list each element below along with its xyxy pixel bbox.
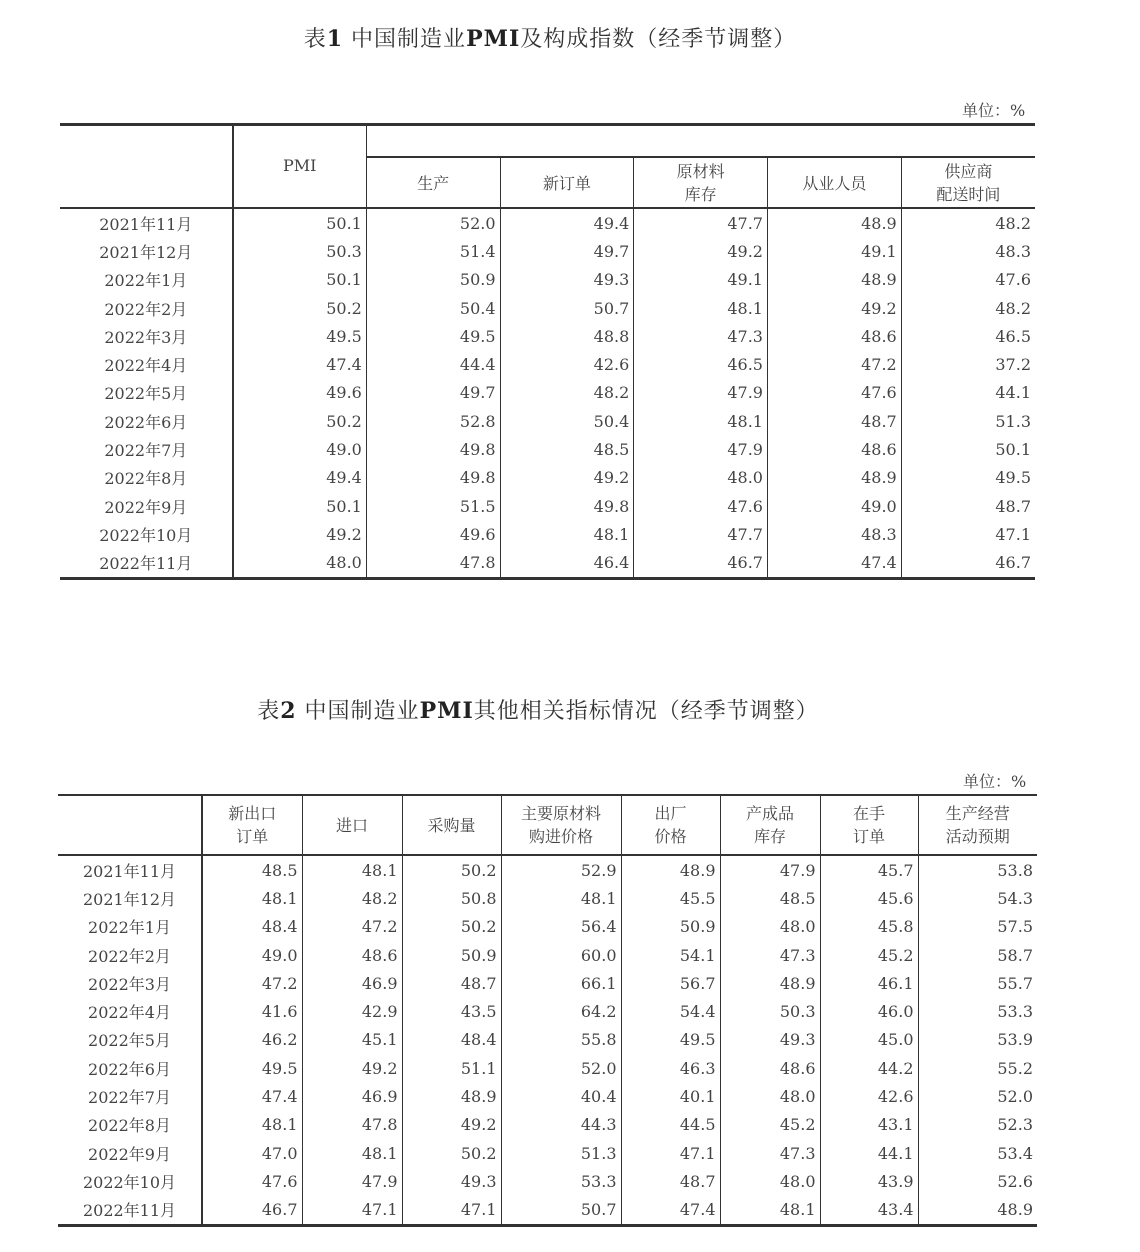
- cell-value: 48.7: [621, 1167, 720, 1195]
- cell-value: 48.0: [720, 913, 820, 941]
- cell-value: 41.6: [202, 997, 302, 1025]
- table1-header-production: 生产: [366, 157, 500, 208]
- cell-value: 52.0: [366, 208, 500, 237]
- cell-value: 44.5: [621, 1111, 720, 1139]
- table-row: [58, 941, 1037, 969]
- table2-header-cell: [820, 795, 918, 855]
- cell-value: 46.4: [500, 549, 634, 579]
- table1-header-pmi: PMI: [233, 125, 367, 209]
- cell-value: 58.7: [918, 941, 1037, 969]
- cell-value: 48.6: [767, 435, 901, 463]
- cell-value: 49.2: [302, 1054, 402, 1082]
- table-row: [60, 407, 1035, 435]
- row-month: 2021年12月: [82, 889, 177, 909]
- row-month: 2022年9月: [104, 497, 188, 517]
- table2-title: 表2 中国制造业PMI其他相关指标情况（经季节调整）: [257, 698, 819, 724]
- cell-value: 53.4: [918, 1139, 1037, 1167]
- cell-value: 49.0: [767, 492, 901, 520]
- row-month: 2022年7月: [88, 1088, 171, 1108]
- cell-value: 47.6: [901, 266, 1035, 294]
- cell-value: 48.1: [634, 294, 768, 322]
- cell-value: 49.3: [720, 1026, 820, 1054]
- cell-value: 55.8: [501, 1026, 621, 1054]
- cell-value: 48.3: [767, 520, 901, 548]
- table-row: [60, 492, 1035, 520]
- cell-value: 56.4: [501, 913, 621, 941]
- table2-body: [58, 855, 1037, 1225]
- cell-value: 49.0: [202, 941, 302, 969]
- cell-value: 48.0: [720, 1167, 820, 1195]
- row-month: 2022年10月: [99, 525, 193, 545]
- cell-value: 46.7: [901, 549, 1035, 579]
- cell-value: 46.9: [302, 1082, 402, 1110]
- cell-value: 48.6: [302, 941, 402, 969]
- cell-value: 48.6: [767, 322, 901, 350]
- cell-value: 50.9: [621, 913, 720, 941]
- row-month: 2022年9月: [88, 1144, 171, 1164]
- cell-value: 50.9: [402, 941, 501, 969]
- cell-value: 47.4: [202, 1082, 302, 1110]
- table1-unit: 单位：%: [962, 101, 1026, 120]
- cell-value: 53.8: [918, 855, 1037, 884]
- row-month: 2021年11月: [99, 214, 193, 234]
- cell-value: 52.3: [918, 1111, 1037, 1139]
- table-row: [58, 884, 1037, 912]
- row-month: 2022年1月: [104, 271, 188, 291]
- cell-value: 51.5: [366, 492, 500, 520]
- cell-value: 51.4: [366, 237, 500, 265]
- cell-value: 49.6: [366, 520, 500, 548]
- cell-value: 48.1: [202, 884, 302, 912]
- table1-corner-cell: [60, 125, 233, 209]
- cell-value: 40.4: [501, 1082, 621, 1110]
- cell-value: 48.8: [500, 322, 634, 350]
- table2-header-cell: [202, 795, 302, 855]
- cell-value: 50.1: [233, 492, 367, 520]
- cell-value: 46.3: [621, 1054, 720, 1082]
- cell-value: 42.6: [500, 350, 634, 378]
- cell-value: 47.9: [302, 1167, 402, 1195]
- table2-header-cell: [302, 795, 402, 855]
- table-row: [60, 549, 1035, 579]
- table-row: [58, 855, 1037, 884]
- cell-value: 49.2: [767, 294, 901, 322]
- header-line-2: 活动预期: [945, 827, 1010, 846]
- cell-value: 48.4: [202, 913, 302, 941]
- cell-value: 64.2: [501, 997, 621, 1025]
- cell-value: 47.1: [302, 1196, 402, 1226]
- cell-value: 50.7: [500, 294, 634, 322]
- cell-value: 47.2: [767, 350, 901, 378]
- row-month: 2022年7月: [104, 441, 188, 461]
- cell-value: 49.3: [402, 1167, 501, 1195]
- cell-value: 49.1: [634, 266, 768, 294]
- cell-value: 47.3: [720, 941, 820, 969]
- cell-value: 48.1: [500, 520, 634, 548]
- cell-value: 49.5: [233, 322, 367, 350]
- table-row: [60, 435, 1035, 463]
- cell-value: 43.1: [820, 1111, 918, 1139]
- table-row: [60, 266, 1035, 294]
- cell-value: 46.1: [820, 969, 918, 997]
- header-line-1: 进口: [335, 815, 368, 835]
- cell-value: 48.5: [202, 855, 302, 884]
- cell-value: 48.3: [901, 237, 1035, 265]
- table-row: [60, 520, 1035, 548]
- cell-value: 48.2: [901, 208, 1035, 237]
- cell-value: 46.2: [202, 1026, 302, 1054]
- cell-value: 48.6: [720, 1054, 820, 1082]
- cell-value: 48.4: [402, 1026, 501, 1054]
- cell-value: 49.8: [500, 492, 634, 520]
- cell-value: 48.9: [720, 969, 820, 997]
- cell-value: 48.0: [720, 1082, 820, 1110]
- cell-value: 40.1: [621, 1082, 720, 1110]
- cell-value: 50.4: [500, 407, 634, 435]
- cell-value: 49.4: [500, 208, 634, 237]
- cell-value: 49.8: [366, 435, 500, 463]
- table-row: [60, 237, 1035, 265]
- cell-value: 48.9: [918, 1196, 1037, 1226]
- cell-value: 44.3: [501, 1111, 621, 1139]
- cell-value: 47.2: [302, 913, 402, 941]
- cell-value: 47.9: [634, 435, 768, 463]
- header-line-1: 出厂: [654, 804, 687, 823]
- header-line-1: 供应商: [944, 161, 993, 181]
- cell-value: 51.3: [901, 407, 1035, 435]
- cell-value: 43.4: [820, 1196, 918, 1226]
- cell-value: 48.7: [402, 969, 501, 997]
- cell-value: 49.4: [233, 464, 367, 492]
- cell-value: 48.2: [302, 884, 402, 912]
- cell-value: 48.9: [402, 1082, 501, 1110]
- table-row: [58, 969, 1037, 997]
- cell-value: 50.4: [366, 294, 500, 322]
- header-line-1: 生产经营: [945, 804, 1010, 823]
- cell-value: 48.1: [202, 1111, 302, 1139]
- table-row: [58, 1082, 1037, 1110]
- cell-value: 50.3: [720, 997, 820, 1025]
- cell-value: 49.5: [621, 1026, 720, 1054]
- row-month: 2022年4月: [104, 356, 188, 376]
- row-month: 2022年8月: [88, 1116, 171, 1136]
- cell-value: 50.3: [233, 237, 367, 265]
- cell-value: 48.2: [901, 294, 1035, 322]
- row-month: 2021年11月: [82, 861, 177, 881]
- table-row: [60, 294, 1035, 322]
- cell-value: 49.7: [500, 237, 634, 265]
- table-row: [58, 1026, 1037, 1054]
- cell-value: 48.9: [767, 266, 901, 294]
- cell-value: 49.5: [366, 322, 500, 350]
- row-month: 2022年8月: [104, 469, 188, 489]
- cell-value: 43.5: [402, 997, 501, 1025]
- table2-corner-cell: [58, 795, 202, 855]
- row-month: 2022年2月: [104, 299, 188, 319]
- cell-value: 52.9: [501, 855, 621, 884]
- header-line-1: 采购量: [427, 815, 476, 835]
- cell-value: 50.1: [901, 435, 1035, 463]
- cell-value: 45.2: [820, 941, 918, 969]
- table-row: [58, 1054, 1037, 1082]
- row-month: 2022年11月: [82, 1201, 177, 1221]
- cell-value: 47.4: [621, 1196, 720, 1226]
- row-month: 2022年4月: [88, 1003, 171, 1023]
- cell-value: 49.2: [402, 1111, 501, 1139]
- table-row: [58, 997, 1037, 1025]
- cell-value: 48.7: [767, 407, 901, 435]
- cell-value: 47.7: [634, 208, 768, 237]
- cell-value: 50.2: [402, 1139, 501, 1167]
- cell-value: 48.9: [767, 464, 901, 492]
- cell-value: 52.6: [918, 1167, 1037, 1195]
- cell-value: 50.2: [233, 407, 367, 435]
- cell-value: 49.3: [500, 266, 634, 294]
- header-line-2: 库存: [753, 827, 786, 846]
- cell-value: 50.1: [233, 266, 367, 294]
- cell-value: 47.2: [202, 969, 302, 997]
- table2-header-cell: [621, 795, 720, 855]
- cell-value: 50.9: [366, 266, 500, 294]
- table1-pmi-components: [60, 123, 1035, 580]
- cell-value: 45.1: [302, 1026, 402, 1054]
- table1-header-employees: 从业人员: [767, 157, 901, 208]
- cell-value: 48.1: [302, 1139, 402, 1167]
- header-line-2: 订单: [852, 827, 885, 846]
- cell-value: 55.2: [918, 1054, 1037, 1082]
- cell-value: 47.9: [720, 855, 820, 884]
- header-line-2: 配送时间: [936, 184, 1001, 204]
- cell-value: 49.2: [233, 520, 367, 548]
- table-row: [60, 464, 1035, 492]
- cell-value: 54.1: [621, 941, 720, 969]
- table-row: [60, 379, 1035, 407]
- table-row: [60, 350, 1035, 378]
- cell-value: 45.6: [820, 884, 918, 912]
- cell-value: 47.1: [621, 1139, 720, 1167]
- cell-value: 49.6: [233, 379, 367, 407]
- cell-value: 42.9: [302, 997, 402, 1025]
- cell-value: 43.9: [820, 1167, 918, 1195]
- cell-value: 48.5: [720, 884, 820, 912]
- table1-body: [60, 208, 1035, 578]
- cell-value: 60.0: [501, 941, 621, 969]
- cell-value: 53.3: [918, 997, 1037, 1025]
- cell-value: 44.1: [820, 1139, 918, 1167]
- cell-value: 47.6: [767, 379, 901, 407]
- cell-value: 54.4: [621, 997, 720, 1025]
- cell-value: 47.7: [634, 520, 768, 548]
- cell-value: 66.1: [501, 969, 621, 997]
- cell-value: 47.3: [634, 322, 768, 350]
- row-month: 2022年3月: [88, 974, 171, 994]
- row-month: 2022年11月: [99, 554, 193, 574]
- cell-value: 49.8: [366, 464, 500, 492]
- cell-value: 48.1: [302, 855, 402, 884]
- cell-value: 48.1: [501, 884, 621, 912]
- table1-header-new-orders: 新订单: [500, 157, 634, 208]
- header-line-2: 购进价格: [528, 827, 593, 846]
- row-month: 2021年12月: [99, 242, 193, 262]
- row-month: 2022年3月: [104, 327, 188, 347]
- cell-value: 50.1: [233, 208, 367, 237]
- cell-value: 57.5: [918, 913, 1037, 941]
- cell-value: 49.2: [500, 464, 634, 492]
- cell-value: 46.7: [634, 549, 768, 579]
- cell-value: 46.5: [901, 322, 1035, 350]
- cell-value: 47.4: [767, 549, 901, 579]
- table1-title: 表1 中国制造业PMI及构成指数（经季节调整）: [303, 26, 797, 52]
- cell-value: 48.9: [621, 855, 720, 884]
- row-month: 2022年5月: [104, 384, 188, 404]
- cell-value: 54.3: [918, 884, 1037, 912]
- cell-value: 46.5: [634, 350, 768, 378]
- header-line-2: 价格: [654, 827, 687, 846]
- cell-value: 47.1: [901, 520, 1035, 548]
- header-line-2: 库存: [684, 184, 717, 204]
- cell-value: 55.7: [918, 969, 1037, 997]
- cell-value: 44.1: [901, 379, 1035, 407]
- cell-value: 50.7: [501, 1196, 621, 1226]
- cell-value: 44.4: [366, 350, 500, 378]
- table-row: [58, 1139, 1037, 1167]
- cell-value: 48.9: [767, 208, 901, 237]
- cell-value: 53.3: [501, 1167, 621, 1195]
- row-month: 2022年6月: [88, 1059, 171, 1079]
- table2-header-cell: [918, 795, 1037, 855]
- cell-value: 48.0: [634, 464, 768, 492]
- cell-value: 49.5: [202, 1054, 302, 1082]
- cell-value: 47.3: [720, 1139, 820, 1167]
- cell-value: 47.8: [366, 549, 500, 579]
- cell-value: 47.6: [634, 492, 768, 520]
- cell-value: 48.1: [720, 1196, 820, 1226]
- row-month: 2022年10月: [82, 1172, 177, 1192]
- cell-value: 47.8: [302, 1111, 402, 1139]
- table2-header-cell: [501, 795, 621, 855]
- cell-value: 49.7: [366, 379, 500, 407]
- table2-header-cell: [720, 795, 820, 855]
- cell-value: 52.8: [366, 407, 500, 435]
- header-line-1: 原材料: [676, 161, 725, 181]
- cell-value: 46.0: [820, 997, 918, 1025]
- table1-header-spacer: [366, 125, 1035, 158]
- table-row: [58, 1111, 1037, 1139]
- cell-value: 46.7: [202, 1196, 302, 1226]
- cell-value: 48.7: [901, 492, 1035, 520]
- table2-other-indicators: [58, 794, 1037, 1227]
- cell-value: 56.7: [621, 969, 720, 997]
- cell-value: 49.1: [767, 237, 901, 265]
- table-row: [60, 208, 1035, 237]
- row-month: 2022年1月: [88, 918, 171, 938]
- table2-header-cell: [402, 795, 501, 855]
- row-month: 2022年2月: [88, 946, 171, 966]
- cell-value: 50.2: [402, 855, 501, 884]
- cell-value: 47.1: [402, 1196, 501, 1226]
- row-month: 2022年6月: [104, 412, 188, 432]
- cell-value: 49.0: [233, 435, 367, 463]
- cell-value: 48.0: [233, 549, 367, 579]
- table-row: [58, 913, 1037, 941]
- header-line-2: 订单: [236, 827, 269, 846]
- cell-value: 50.2: [233, 294, 367, 322]
- table-row: [60, 322, 1035, 350]
- cell-value: 45.8: [820, 913, 918, 941]
- cell-value: 51.1: [402, 1054, 501, 1082]
- cell-value: 48.1: [634, 407, 768, 435]
- header-line-1: 新出口: [228, 804, 277, 823]
- cell-value: 42.6: [820, 1082, 918, 1110]
- header-line-1: 产成品: [745, 804, 794, 823]
- cell-value: 53.9: [918, 1026, 1037, 1054]
- cell-value: 50.2: [402, 913, 501, 941]
- cell-value: 37.2: [901, 350, 1035, 378]
- header-line-1: 主要原材料: [520, 804, 601, 823]
- cell-value: 45.2: [720, 1111, 820, 1139]
- cell-value: 52.0: [918, 1082, 1037, 1110]
- cell-value: 45.0: [820, 1026, 918, 1054]
- cell-value: 47.0: [202, 1139, 302, 1167]
- cell-value: 45.7: [820, 855, 918, 884]
- cell-value: 44.2: [820, 1054, 918, 1082]
- cell-value: 51.3: [501, 1139, 621, 1167]
- cell-value: 47.9: [634, 379, 768, 407]
- cell-value: 48.2: [500, 379, 634, 407]
- cell-value: 52.0: [501, 1054, 621, 1082]
- table1-header-supplier-delivery: [901, 157, 1035, 208]
- row-month: 2022年5月: [88, 1031, 171, 1051]
- header-line-1: 在手: [852, 804, 885, 823]
- table-row: [58, 1196, 1037, 1226]
- table-row: [58, 1167, 1037, 1195]
- cell-value: 46.9: [302, 969, 402, 997]
- cell-value: 50.8: [402, 884, 501, 912]
- table2-unit: 单位：%: [963, 772, 1027, 791]
- cell-value: 48.5: [500, 435, 634, 463]
- cell-value: 49.2: [634, 237, 768, 265]
- cell-value: 47.4: [233, 350, 367, 378]
- cell-value: 49.5: [901, 464, 1035, 492]
- cell-value: 45.5: [621, 884, 720, 912]
- cell-value: 47.6: [202, 1167, 302, 1195]
- table1-header-raw-inventory: [634, 157, 768, 208]
